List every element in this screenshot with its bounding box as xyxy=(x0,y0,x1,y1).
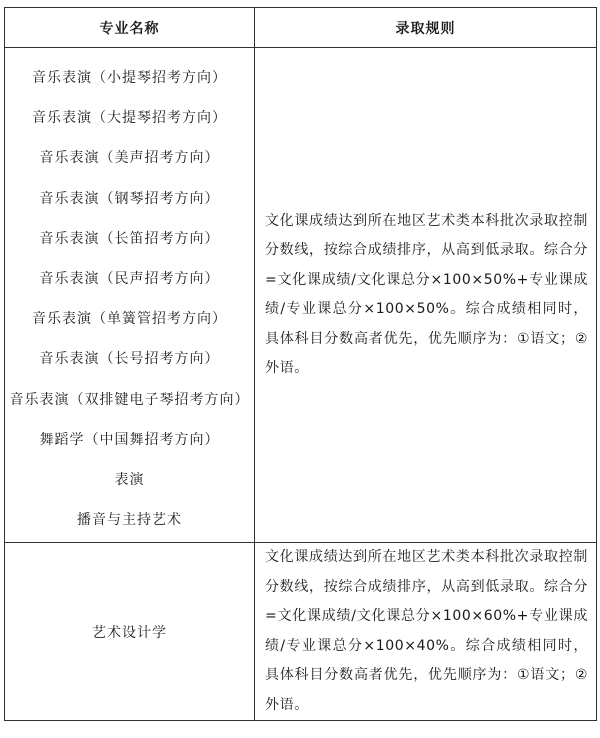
table-row-group1 xyxy=(5,48,597,543)
major-item: 音乐表演（民声招考方向） xyxy=(39,270,220,287)
major-item: 音乐表演（大提琴招考方向） xyxy=(32,110,227,127)
major-item: 舞蹈学（中国舞招考方向） xyxy=(39,431,220,448)
major-item: 音乐表演（长笛招考方向） xyxy=(39,230,220,247)
admission-rules-table xyxy=(4,7,597,721)
majors-list-cell xyxy=(5,48,255,543)
major-item: 播音与主持艺术 xyxy=(77,512,182,529)
table-row-group2 xyxy=(5,543,597,721)
admission-rule-text: 文化课成绩达到所在地区艺术类本科批次录取控制分数线，按综合成绩排序，从高到低录取。综合分=文化课成绩/文化课总分×100×50%+专业课成绩/专业课总分×100×50%。综合成绩相同时，具体科目分数高者优先，优先顺序为：①语文；②外语。 xyxy=(255,48,597,543)
major-item: 音乐表演（长号招考方向） xyxy=(39,351,220,368)
major-item: 音乐表演（小提琴招考方向） xyxy=(32,70,227,86)
major-item-art-design: 艺术设计学 xyxy=(5,543,255,721)
major-item: 音乐表演（单簧管招考方向） xyxy=(32,311,227,328)
major-item: 音乐表演（双排键电子琴招考方向） xyxy=(9,391,250,408)
header-major-name: 专业名称 xyxy=(5,8,255,48)
major-item: 音乐表演（美声招考方向） xyxy=(39,150,220,167)
table-header-row xyxy=(5,8,597,48)
major-item: 表演 xyxy=(114,471,145,488)
header-admission-rule: 录取规则 xyxy=(255,8,597,48)
major-item: 音乐表演（钢琴招考方向） xyxy=(39,190,220,207)
admission-rule-text: 文化课成绩达到所在地区艺术类本科批次录取控制分数线，按综合成绩排序，从高到低录取。综合分=文化课成绩/文化课总分×100×60%+专业课成绩/专业课总分×100×40%。综合成绩相同时，具体科目分数高者优先，优先顺序为：①语文；②外语。 xyxy=(255,543,597,721)
